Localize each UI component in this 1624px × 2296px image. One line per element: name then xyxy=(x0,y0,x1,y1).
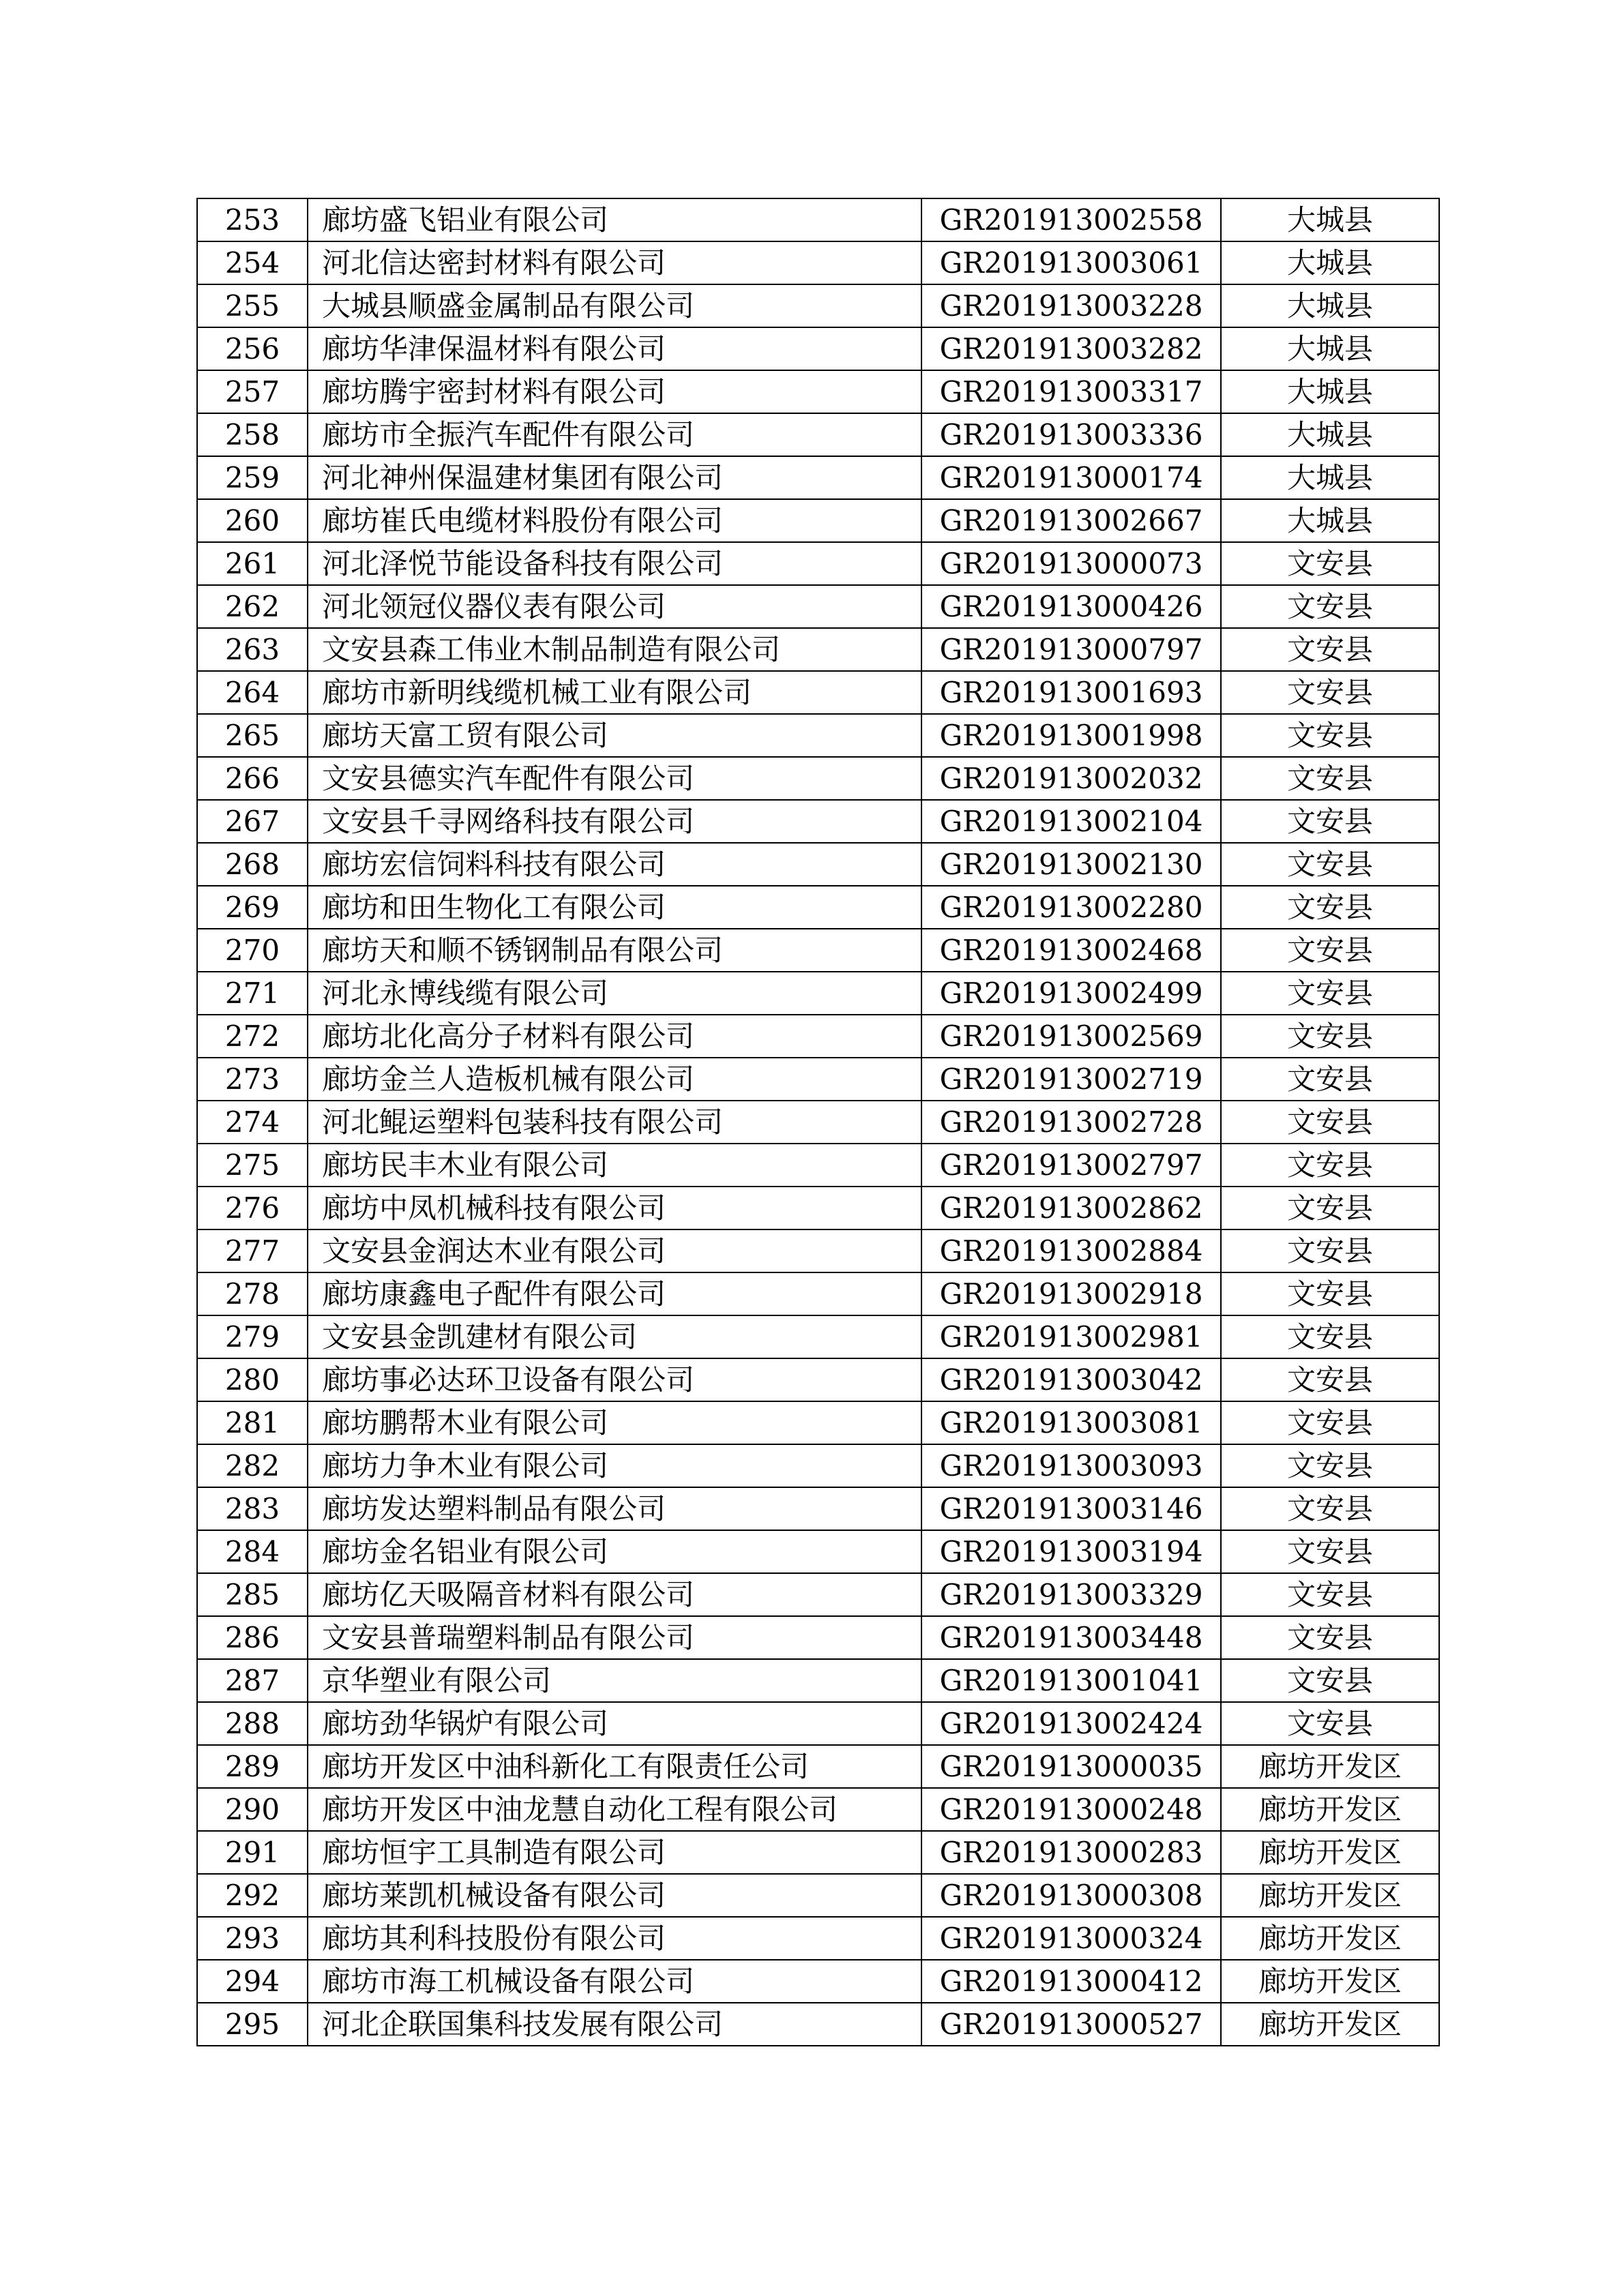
row-number-cell: 259 xyxy=(197,456,308,499)
certificate-code-cell: GR201913000426 xyxy=(921,585,1221,628)
row-number-cell: 271 xyxy=(197,972,308,1015)
certificate-code-cell: GR201913001998 xyxy=(921,714,1221,757)
row-number-cell: 257 xyxy=(197,370,308,413)
table-row xyxy=(197,628,1439,671)
region-cell: 文安县 xyxy=(1221,1144,1439,1187)
certificate-code-cell: GR201913000035 xyxy=(921,1745,1221,1788)
table-row xyxy=(197,929,1439,972)
region-cell: 廊坊开发区 xyxy=(1221,1831,1439,1874)
certificate-code-cell: GR201913003042 xyxy=(921,1358,1221,1401)
company-name-cell: 廊坊市全振汽车配件有限公司 xyxy=(308,413,921,456)
region-cell: 文安县 xyxy=(1221,929,1439,972)
region-cell: 文安县 xyxy=(1221,585,1439,628)
table-row xyxy=(197,1917,1439,1960)
certificate-code-cell: GR201913000412 xyxy=(921,1960,1221,2003)
region-cell: 大城县 xyxy=(1221,370,1439,413)
region-cell: 文安县 xyxy=(1221,1401,1439,1444)
certificate-code-cell: GR201913002424 xyxy=(921,1702,1221,1745)
region-cell: 文安县 xyxy=(1221,1487,1439,1530)
row-number-cell: 256 xyxy=(197,327,308,370)
certificate-code-cell: GR201913002728 xyxy=(921,1101,1221,1144)
row-number-cell: 264 xyxy=(197,671,308,714)
table-row xyxy=(197,1659,1439,1702)
certificate-code-cell: GR201913002981 xyxy=(921,1315,1221,1358)
certificate-code-cell: GR201913001693 xyxy=(921,671,1221,714)
table-row xyxy=(197,972,1439,1015)
company-name-cell: 廊坊腾宇密封材料有限公司 xyxy=(308,370,921,413)
company-name-cell: 河北神州保温建材集团有限公司 xyxy=(308,456,921,499)
table-row xyxy=(197,671,1439,714)
table-row xyxy=(197,198,1439,241)
company-name-cell: 廊坊盛飞铝业有限公司 xyxy=(308,198,921,241)
region-cell: 大城县 xyxy=(1221,327,1439,370)
region-cell: 文安县 xyxy=(1221,1444,1439,1487)
row-number-cell: 294 xyxy=(197,1960,308,2003)
table-row xyxy=(197,1187,1439,1229)
company-name-cell: 河北永博线缆有限公司 xyxy=(308,972,921,1015)
table-row xyxy=(197,886,1439,929)
table-row xyxy=(197,1229,1439,1272)
company-name-cell: 廊坊中凤机械科技有限公司 xyxy=(308,1187,921,1229)
row-number-cell: 284 xyxy=(197,1530,308,1573)
company-name-cell: 京华塑业有限公司 xyxy=(308,1659,921,1702)
company-name-cell: 廊坊天富工贸有限公司 xyxy=(308,714,921,757)
row-number-cell: 260 xyxy=(197,499,308,542)
region-cell: 文安县 xyxy=(1221,757,1439,800)
region-cell: 文安县 xyxy=(1221,1702,1439,1745)
company-name-cell: 河北信达密封材料有限公司 xyxy=(308,241,921,284)
table-row xyxy=(197,1358,1439,1401)
company-name-cell: 廊坊市新明线缆机械工业有限公司 xyxy=(308,671,921,714)
company-name-cell: 文安县森工伟业木制品制造有限公司 xyxy=(308,628,921,671)
table-row xyxy=(197,1960,1439,2003)
company-name-cell: 河北领冠仪器仪表有限公司 xyxy=(308,585,921,628)
certificate-code-cell: GR201913003146 xyxy=(921,1487,1221,1530)
region-cell: 文安县 xyxy=(1221,1058,1439,1101)
company-name-cell: 廊坊市海工机械设备有限公司 xyxy=(308,1960,921,2003)
certificate-code-cell: GR201913000308 xyxy=(921,1874,1221,1917)
certificate-code-cell: GR201913002918 xyxy=(921,1272,1221,1315)
region-cell: 文安县 xyxy=(1221,628,1439,671)
row-number-cell: 254 xyxy=(197,241,308,284)
certificate-code-cell: GR201913003317 xyxy=(921,370,1221,413)
certificate-code-cell: GR201913002719 xyxy=(921,1058,1221,1101)
table-row xyxy=(197,1831,1439,1874)
region-cell: 文安县 xyxy=(1221,843,1439,886)
row-number-cell: 278 xyxy=(197,1272,308,1315)
company-name-cell: 廊坊莱凯机械设备有限公司 xyxy=(308,1874,921,1917)
table-row xyxy=(197,327,1439,370)
table-row xyxy=(197,1401,1439,1444)
row-number-cell: 274 xyxy=(197,1101,308,1144)
region-cell: 廊坊开发区 xyxy=(1221,1960,1439,2003)
region-cell: 廊坊开发区 xyxy=(1221,1874,1439,1917)
company-name-cell: 廊坊恒宇工具制造有限公司 xyxy=(308,1831,921,1874)
row-number-cell: 266 xyxy=(197,757,308,800)
row-number-cell: 290 xyxy=(197,1788,308,1831)
company-name-cell: 大城县顺盛金属制品有限公司 xyxy=(308,284,921,327)
region-cell: 大城县 xyxy=(1221,198,1439,241)
table-row xyxy=(197,1745,1439,1788)
certificate-code-cell: GR201913003329 xyxy=(921,1573,1221,1616)
company-name-cell: 文安县千寻网络科技有限公司 xyxy=(308,800,921,843)
company-name-cell: 廊坊崔氏电缆材料股份有限公司 xyxy=(308,499,921,542)
certificate-code-cell: GR201913000248 xyxy=(921,1788,1221,1831)
row-number-cell: 285 xyxy=(197,1573,308,1616)
row-number-cell: 281 xyxy=(197,1401,308,1444)
certificate-code-cell: GR201913003282 xyxy=(921,327,1221,370)
certificate-code-cell: GR201913002104 xyxy=(921,800,1221,843)
row-number-cell: 288 xyxy=(197,1702,308,1745)
company-name-cell: 廊坊亿天吸隔音材料有限公司 xyxy=(308,1573,921,1616)
certificate-code-cell: GR201913003081 xyxy=(921,1401,1221,1444)
company-name-cell: 廊坊民丰木业有限公司 xyxy=(308,1144,921,1187)
certificate-code-cell: GR201913000174 xyxy=(921,456,1221,499)
row-number-cell: 267 xyxy=(197,800,308,843)
table-row xyxy=(197,585,1439,628)
table-row xyxy=(197,1573,1439,1616)
region-cell: 文安县 xyxy=(1221,972,1439,1015)
table-row xyxy=(197,757,1439,800)
certificate-code-cell: GR201913002667 xyxy=(921,499,1221,542)
certificate-code-cell: GR201913003061 xyxy=(921,241,1221,284)
row-number-cell: 291 xyxy=(197,1831,308,1874)
region-cell: 文安县 xyxy=(1221,1015,1439,1058)
certificate-code-cell: GR201913000073 xyxy=(921,542,1221,585)
table-row xyxy=(197,413,1439,456)
certificate-code-cell: GR201913002032 xyxy=(921,757,1221,800)
region-cell: 文安县 xyxy=(1221,1530,1439,1573)
company-name-cell: 河北鲲运塑料包装科技有限公司 xyxy=(308,1101,921,1144)
row-number-cell: 275 xyxy=(197,1144,308,1187)
certificate-code-cell: GR201913002569 xyxy=(921,1015,1221,1058)
region-cell: 廊坊开发区 xyxy=(1221,1788,1439,1831)
row-number-cell: 253 xyxy=(197,198,308,241)
region-cell: 大城县 xyxy=(1221,499,1439,542)
certificate-code-cell: GR201913003448 xyxy=(921,1616,1221,1659)
region-cell: 文安县 xyxy=(1221,542,1439,585)
certificate-code-cell: GR201913002499 xyxy=(921,972,1221,1015)
row-number-cell: 272 xyxy=(197,1015,308,1058)
certificate-code-cell: GR201913003093 xyxy=(921,1444,1221,1487)
company-name-cell: 廊坊开发区中油龙慧自动化工程有限公司 xyxy=(308,1788,921,1831)
row-number-cell: 276 xyxy=(197,1187,308,1229)
table-row xyxy=(197,1058,1439,1101)
region-cell: 廊坊开发区 xyxy=(1221,1745,1439,1788)
row-number-cell: 268 xyxy=(197,843,308,886)
certificate-code-cell: GR201913002884 xyxy=(921,1229,1221,1272)
region-cell: 文安县 xyxy=(1221,1101,1439,1144)
region-cell: 文安县 xyxy=(1221,714,1439,757)
company-name-cell: 廊坊事必达环卫设备有限公司 xyxy=(308,1358,921,1401)
table-row xyxy=(197,241,1439,284)
row-number-cell: 261 xyxy=(197,542,308,585)
region-cell: 文安县 xyxy=(1221,1187,1439,1229)
table-row xyxy=(197,1616,1439,1659)
region-cell: 文安县 xyxy=(1221,1573,1439,1616)
region-cell: 文安县 xyxy=(1221,1272,1439,1315)
company-name-cell: 廊坊北化高分子材料有限公司 xyxy=(308,1015,921,1058)
certificate-code-cell: GR201913002558 xyxy=(921,198,1221,241)
company-name-cell: 廊坊金兰人造板机械有限公司 xyxy=(308,1058,921,1101)
table-row xyxy=(197,284,1439,327)
row-number-cell: 258 xyxy=(197,413,308,456)
certificate-code-cell: GR201913002797 xyxy=(921,1144,1221,1187)
table-row xyxy=(197,1315,1439,1358)
region-cell: 大城县 xyxy=(1221,456,1439,499)
region-cell: 大城县 xyxy=(1221,241,1439,284)
table-row xyxy=(197,800,1439,843)
company-name-cell: 廊坊鹏帮木业有限公司 xyxy=(308,1401,921,1444)
row-number-cell: 265 xyxy=(197,714,308,757)
certificate-code-cell: GR201913000324 xyxy=(921,1917,1221,1960)
table-row xyxy=(197,542,1439,585)
region-cell: 文安县 xyxy=(1221,1616,1439,1659)
table-row xyxy=(197,1444,1439,1487)
region-cell: 文安县 xyxy=(1221,1358,1439,1401)
certificate-code-cell: GR201913002862 xyxy=(921,1187,1221,1229)
company-table xyxy=(196,198,1440,2046)
table-row xyxy=(197,370,1439,413)
region-cell: 廊坊开发区 xyxy=(1221,2003,1439,2046)
region-cell: 文安县 xyxy=(1221,1659,1439,1702)
certificate-code-cell: GR201913002280 xyxy=(921,886,1221,929)
row-number-cell: 263 xyxy=(197,628,308,671)
region-cell: 文安县 xyxy=(1221,800,1439,843)
table-row xyxy=(197,1530,1439,1573)
region-cell: 大城县 xyxy=(1221,284,1439,327)
row-number-cell: 292 xyxy=(197,1874,308,1917)
certificate-code-cell: GR201913003228 xyxy=(921,284,1221,327)
company-table-body xyxy=(197,198,1439,2046)
table-row xyxy=(197,1487,1439,1530)
company-name-cell: 廊坊开发区中油科新化工有限责任公司 xyxy=(308,1745,921,1788)
company-name-cell: 文安县普瑞塑料制品有限公司 xyxy=(308,1616,921,1659)
region-cell: 大城县 xyxy=(1221,413,1439,456)
table-row xyxy=(197,1874,1439,1917)
table-row xyxy=(197,1788,1439,1831)
table-row xyxy=(197,1272,1439,1315)
row-number-cell: 289 xyxy=(197,1745,308,1788)
company-name-cell: 文安县金凯建材有限公司 xyxy=(308,1315,921,1358)
row-number-cell: 269 xyxy=(197,886,308,929)
company-name-cell: 廊坊金名铝业有限公司 xyxy=(308,1530,921,1573)
row-number-cell: 295 xyxy=(197,2003,308,2046)
table-row xyxy=(197,499,1439,542)
row-number-cell: 279 xyxy=(197,1315,308,1358)
company-name-cell: 廊坊其利科技股份有限公司 xyxy=(308,1917,921,1960)
table-row xyxy=(197,843,1439,886)
company-name-cell: 文安县德实汽车配件有限公司 xyxy=(308,757,921,800)
company-name-cell: 廊坊康鑫电子配件有限公司 xyxy=(308,1272,921,1315)
region-cell: 文安县 xyxy=(1221,1315,1439,1358)
table-row xyxy=(197,1101,1439,1144)
row-number-cell: 286 xyxy=(197,1616,308,1659)
row-number-cell: 282 xyxy=(197,1444,308,1487)
row-number-cell: 280 xyxy=(197,1358,308,1401)
certificate-code-cell: GR201913003194 xyxy=(921,1530,1221,1573)
table-row xyxy=(197,1015,1439,1058)
row-number-cell: 255 xyxy=(197,284,308,327)
certificate-code-cell: GR201913000283 xyxy=(921,1831,1221,1874)
table-row xyxy=(197,1144,1439,1187)
region-cell: 廊坊开发区 xyxy=(1221,1917,1439,1960)
row-number-cell: 283 xyxy=(197,1487,308,1530)
company-name-cell: 廊坊和田生物化工有限公司 xyxy=(308,886,921,929)
table-row xyxy=(197,714,1439,757)
company-name-cell: 河北泽悦节能设备科技有限公司 xyxy=(308,542,921,585)
company-name-cell: 廊坊发达塑料制品有限公司 xyxy=(308,1487,921,1530)
company-name-cell: 廊坊天和顺不锈钢制品有限公司 xyxy=(308,929,921,972)
certificate-code-cell: GR201913003336 xyxy=(921,413,1221,456)
company-name-cell: 廊坊华津保温材料有限公司 xyxy=(308,327,921,370)
table-row xyxy=(197,1702,1439,1745)
row-number-cell: 270 xyxy=(197,929,308,972)
row-number-cell: 277 xyxy=(197,1229,308,1272)
region-cell: 文安县 xyxy=(1221,671,1439,714)
region-cell: 文安县 xyxy=(1221,1229,1439,1272)
company-name-cell: 文安县金润达木业有限公司 xyxy=(308,1229,921,1272)
certificate-code-cell: GR201913002468 xyxy=(921,929,1221,972)
certificate-code-cell: GR201913001041 xyxy=(921,1659,1221,1702)
company-name-cell: 河北企联国集科技发展有限公司 xyxy=(308,2003,921,2046)
region-cell: 文安县 xyxy=(1221,886,1439,929)
certificate-code-cell: GR201913002130 xyxy=(921,843,1221,886)
company-name-cell: 廊坊宏信饲料科技有限公司 xyxy=(308,843,921,886)
row-number-cell: 262 xyxy=(197,585,308,628)
table-row xyxy=(197,456,1439,499)
row-number-cell: 287 xyxy=(197,1659,308,1702)
company-name-cell: 廊坊力争木业有限公司 xyxy=(308,1444,921,1487)
certificate-code-cell: GR201913000797 xyxy=(921,628,1221,671)
table-row xyxy=(197,2003,1439,2046)
row-number-cell: 273 xyxy=(197,1058,308,1101)
certificate-code-cell: GR201913000527 xyxy=(921,2003,1221,2046)
company-name-cell: 廊坊劲华锅炉有限公司 xyxy=(308,1702,921,1745)
row-number-cell: 293 xyxy=(197,1917,308,1960)
